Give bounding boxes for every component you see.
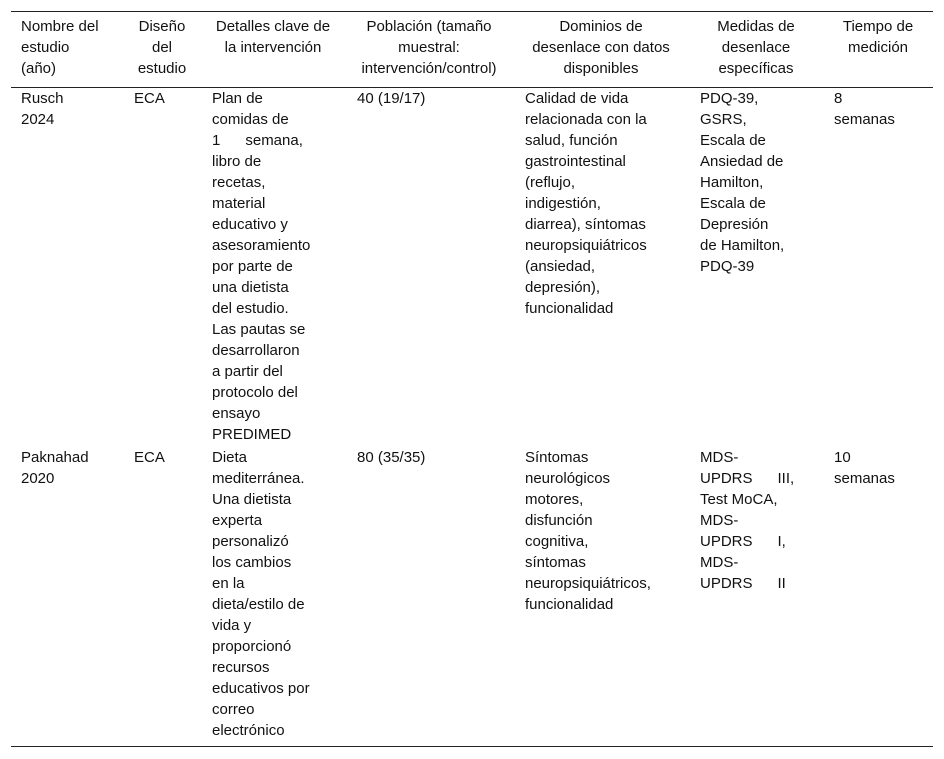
row-paknahad-2020-details-line: los cambios: [212, 554, 292, 571]
row-paknahad-2020-measures: [700, 447, 794, 594]
row-paknahad-2020-details-line: electrónico: [212, 722, 285, 739]
row-paknahad-2020-measures-line: MDS-: [700, 554, 739, 571]
row-rusch-2024-measures-line: Ansiedad de: [700, 153, 784, 170]
header-outcome-measures-line: Medidas de: [717, 18, 795, 35]
row-rusch-2024-details-line: por parte de: [212, 258, 293, 275]
row-paknahad-2020-details: [212, 447, 310, 741]
row-rusch-2024-details-line: del estudio.: [212, 300, 289, 317]
header-population: [345, 16, 513, 79]
row-paknahad-2020-details-line: Dieta: [212, 449, 248, 466]
row-rusch-2024-details-line: protocolo del: [212, 384, 298, 401]
row-rusch-2024-details-line: Las pautas se: [212, 321, 306, 338]
header-population-line: intervención/control): [361, 60, 497, 77]
row-rusch-2024-domains-line: diarrea), síntomas: [525, 216, 646, 233]
header-intervention-details-line: Detalles clave de: [215, 18, 331, 35]
row-paknahad-2020-details-line: personalizó: [212, 533, 289, 550]
row-rusch-2024-domains-line: relacionada con la: [525, 111, 647, 128]
row-rusch-2024-domains-line: Calidad de vida: [525, 90, 629, 107]
header-design-line: del: [151, 39, 173, 56]
row-rusch-2024-measures-line: PDQ-39: [700, 258, 755, 275]
row-rusch-2024-study-line: 2024: [21, 111, 55, 128]
row-rusch-2024-domains-line: gastrointestinal: [525, 153, 626, 170]
row-rusch-2024-details-line: Plan de: [212, 90, 263, 107]
header-study-name-line: Nombre del: [21, 18, 99, 35]
row-rusch-2024-domains-line: indigestión,: [525, 195, 601, 212]
row-paknahad-2020-details-line: proporcionó: [212, 638, 292, 655]
row-rusch-2024-population: [357, 88, 425, 109]
row-rusch-2024-details-line: desarrollaron: [212, 342, 300, 359]
row-rusch-2024-measures-line: PDQ-39,: [700, 90, 759, 107]
header-design: [123, 16, 201, 79]
header-population-line: muestral:: [398, 39, 460, 56]
row-rusch-2024-measures-line: Depresión: [700, 216, 769, 233]
header-outcome-domains: [513, 16, 689, 79]
row-rusch-2024-population-line: 40 (19/17): [357, 90, 426, 107]
row-paknahad-2020-design: [134, 447, 165, 468]
row-paknahad-2020-domains-line: disfunción: [525, 512, 593, 529]
row-rusch-2024-measures-line: Escala de: [700, 132, 766, 149]
row-rusch-2024-measures: [700, 88, 784, 277]
row-rusch-2024-measures-line: de Hamilton,: [700, 237, 785, 254]
row-paknahad-2020-measures-line: UPDRS I,: [700, 533, 786, 550]
row-paknahad-2020-domains-line: neuropsiquiátricos,: [525, 575, 651, 592]
row-rusch-2024-details-line: ensayo: [212, 405, 261, 422]
row-rusch-2024-details-line: comidas de: [212, 111, 289, 128]
row-paknahad-2020-details-line: vida y: [212, 617, 252, 634]
header-outcome-domains-line: Dominios de: [559, 18, 643, 35]
row-paknahad-2020-domains-line: cognitiva,: [525, 533, 589, 550]
row-rusch-2024-details-line: educativo y: [212, 216, 288, 233]
row-paknahad-2020-time-line: semanas: [834, 470, 895, 487]
row-paknahad-2020-domains-line: funcionalidad: [525, 596, 614, 613]
row-rusch-2024-time: [834, 88, 895, 130]
row-rusch-2024-details-line: una dietista: [212, 279, 289, 296]
header-outcome-measures-line: desenlace: [721, 39, 791, 56]
row-rusch-2024-details-line: a partir del: [212, 363, 283, 380]
row-paknahad-2020-population-line: 80 (35/35): [357, 449, 426, 466]
row-paknahad-2020-details-line: recursos: [212, 659, 270, 676]
row-paknahad-2020-measures-line: UPDRS II: [700, 575, 786, 592]
row-paknahad-2020-domains-line: síntomas: [525, 554, 586, 571]
header-study-name: [21, 16, 123, 79]
table-top-rule: [11, 11, 933, 12]
header-intervention-details-line: la intervención: [224, 39, 322, 56]
table-bottom-rule: [11, 746, 933, 747]
row-rusch-2024-study: [21, 88, 64, 130]
row-paknahad-2020-details-line: mediterránea.: [212, 470, 305, 487]
row-rusch-2024-measures-line: Hamilton,: [700, 174, 764, 191]
header-design-line: estudio: [137, 60, 187, 77]
row-rusch-2024-domains-line: neuropsiquiátricos: [525, 237, 647, 254]
row-paknahad-2020-details-line: correo: [212, 701, 255, 718]
row-rusch-2024-details-line: recetas,: [212, 174, 266, 191]
row-rusch-2024-domains-line: depresión),: [525, 279, 601, 296]
row-rusch-2024-details-line: 1 semana,: [212, 132, 303, 149]
row-rusch-2024-time-line: semanas: [834, 111, 895, 128]
header-measurement-time: [823, 16, 933, 58]
row-paknahad-2020-time-line: 10: [834, 449, 851, 466]
row-paknahad-2020-domains-line: motores,: [525, 491, 584, 508]
row-rusch-2024-details-line: asesoramiento: [212, 237, 311, 254]
row-rusch-2024-design: [134, 88, 165, 109]
row-rusch-2024-domains-line: (reflujo,: [525, 174, 576, 191]
header-measurement-time-line: Tiempo de: [842, 18, 914, 35]
row-paknahad-2020-domains-line: neurológicos: [525, 470, 611, 487]
header-outcome-domains-line: disponibles: [563, 60, 639, 77]
row-paknahad-2020-details-line: educativos por: [212, 680, 310, 697]
row-rusch-2024-domains-line: funcionalidad: [525, 300, 614, 317]
row-rusch-2024-details-line: material: [212, 195, 266, 212]
row-paknahad-2020-design-line: ECA: [134, 449, 165, 466]
row-paknahad-2020-domains: [525, 447, 651, 615]
row-rusch-2024-design-line: ECA: [134, 90, 165, 107]
row-rusch-2024-domains-line: salud, función: [525, 132, 618, 149]
row-paknahad-2020-measures-line: UPDRS III,: [700, 470, 795, 487]
row-rusch-2024-domains-line: (ansiedad,: [525, 258, 596, 275]
row-rusch-2024-time-line: 8: [834, 90, 843, 107]
row-paknahad-2020-study-line: 2020: [21, 470, 55, 487]
row-paknahad-2020-details-line: dieta/estilo de: [212, 596, 305, 613]
row-rusch-2024-measures-line: GSRS,: [700, 111, 747, 128]
row-rusch-2024-details: [212, 88, 310, 445]
row-rusch-2024-study-line: Rusch: [21, 90, 64, 107]
header-measurement-time-line: medición: [847, 39, 909, 56]
header-design-line: Diseño: [138, 18, 186, 35]
row-paknahad-2020-details-line: Una dietista: [212, 491, 292, 508]
row-paknahad-2020-study: [21, 447, 89, 489]
row-rusch-2024-details-line: PREDIMED: [212, 426, 292, 443]
row-paknahad-2020-measures-line: MDS-: [700, 512, 739, 529]
header-outcome-measures-line: específicas: [718, 60, 794, 77]
row-rusch-2024-measures-line: Escala de: [700, 195, 766, 212]
row-paknahad-2020-measures-line: Test MoCA,: [700, 491, 778, 508]
header-outcome-measures: [689, 16, 823, 79]
row-paknahad-2020-details-line: experta: [212, 512, 263, 529]
header-population-line: Población (tamaño: [366, 18, 492, 35]
row-rusch-2024-details-line: libro de: [212, 153, 262, 170]
header-study-name-line: (año): [21, 60, 57, 77]
header-study-name-line: estudio: [21, 39, 70, 56]
row-paknahad-2020-population: [357, 447, 425, 468]
row-paknahad-2020-measures-line: MDS-: [700, 449, 739, 466]
row-paknahad-2020-study-line: Paknahad: [21, 449, 89, 466]
row-rusch-2024-domains: [525, 88, 647, 319]
row-paknahad-2020-details-line: en la: [212, 575, 245, 592]
header-outcome-domains-line: desenlace con datos: [532, 39, 670, 56]
row-paknahad-2020-domains-line: Síntomas: [525, 449, 589, 466]
header-intervention-details: [201, 16, 345, 58]
row-paknahad-2020-time: [834, 447, 895, 489]
